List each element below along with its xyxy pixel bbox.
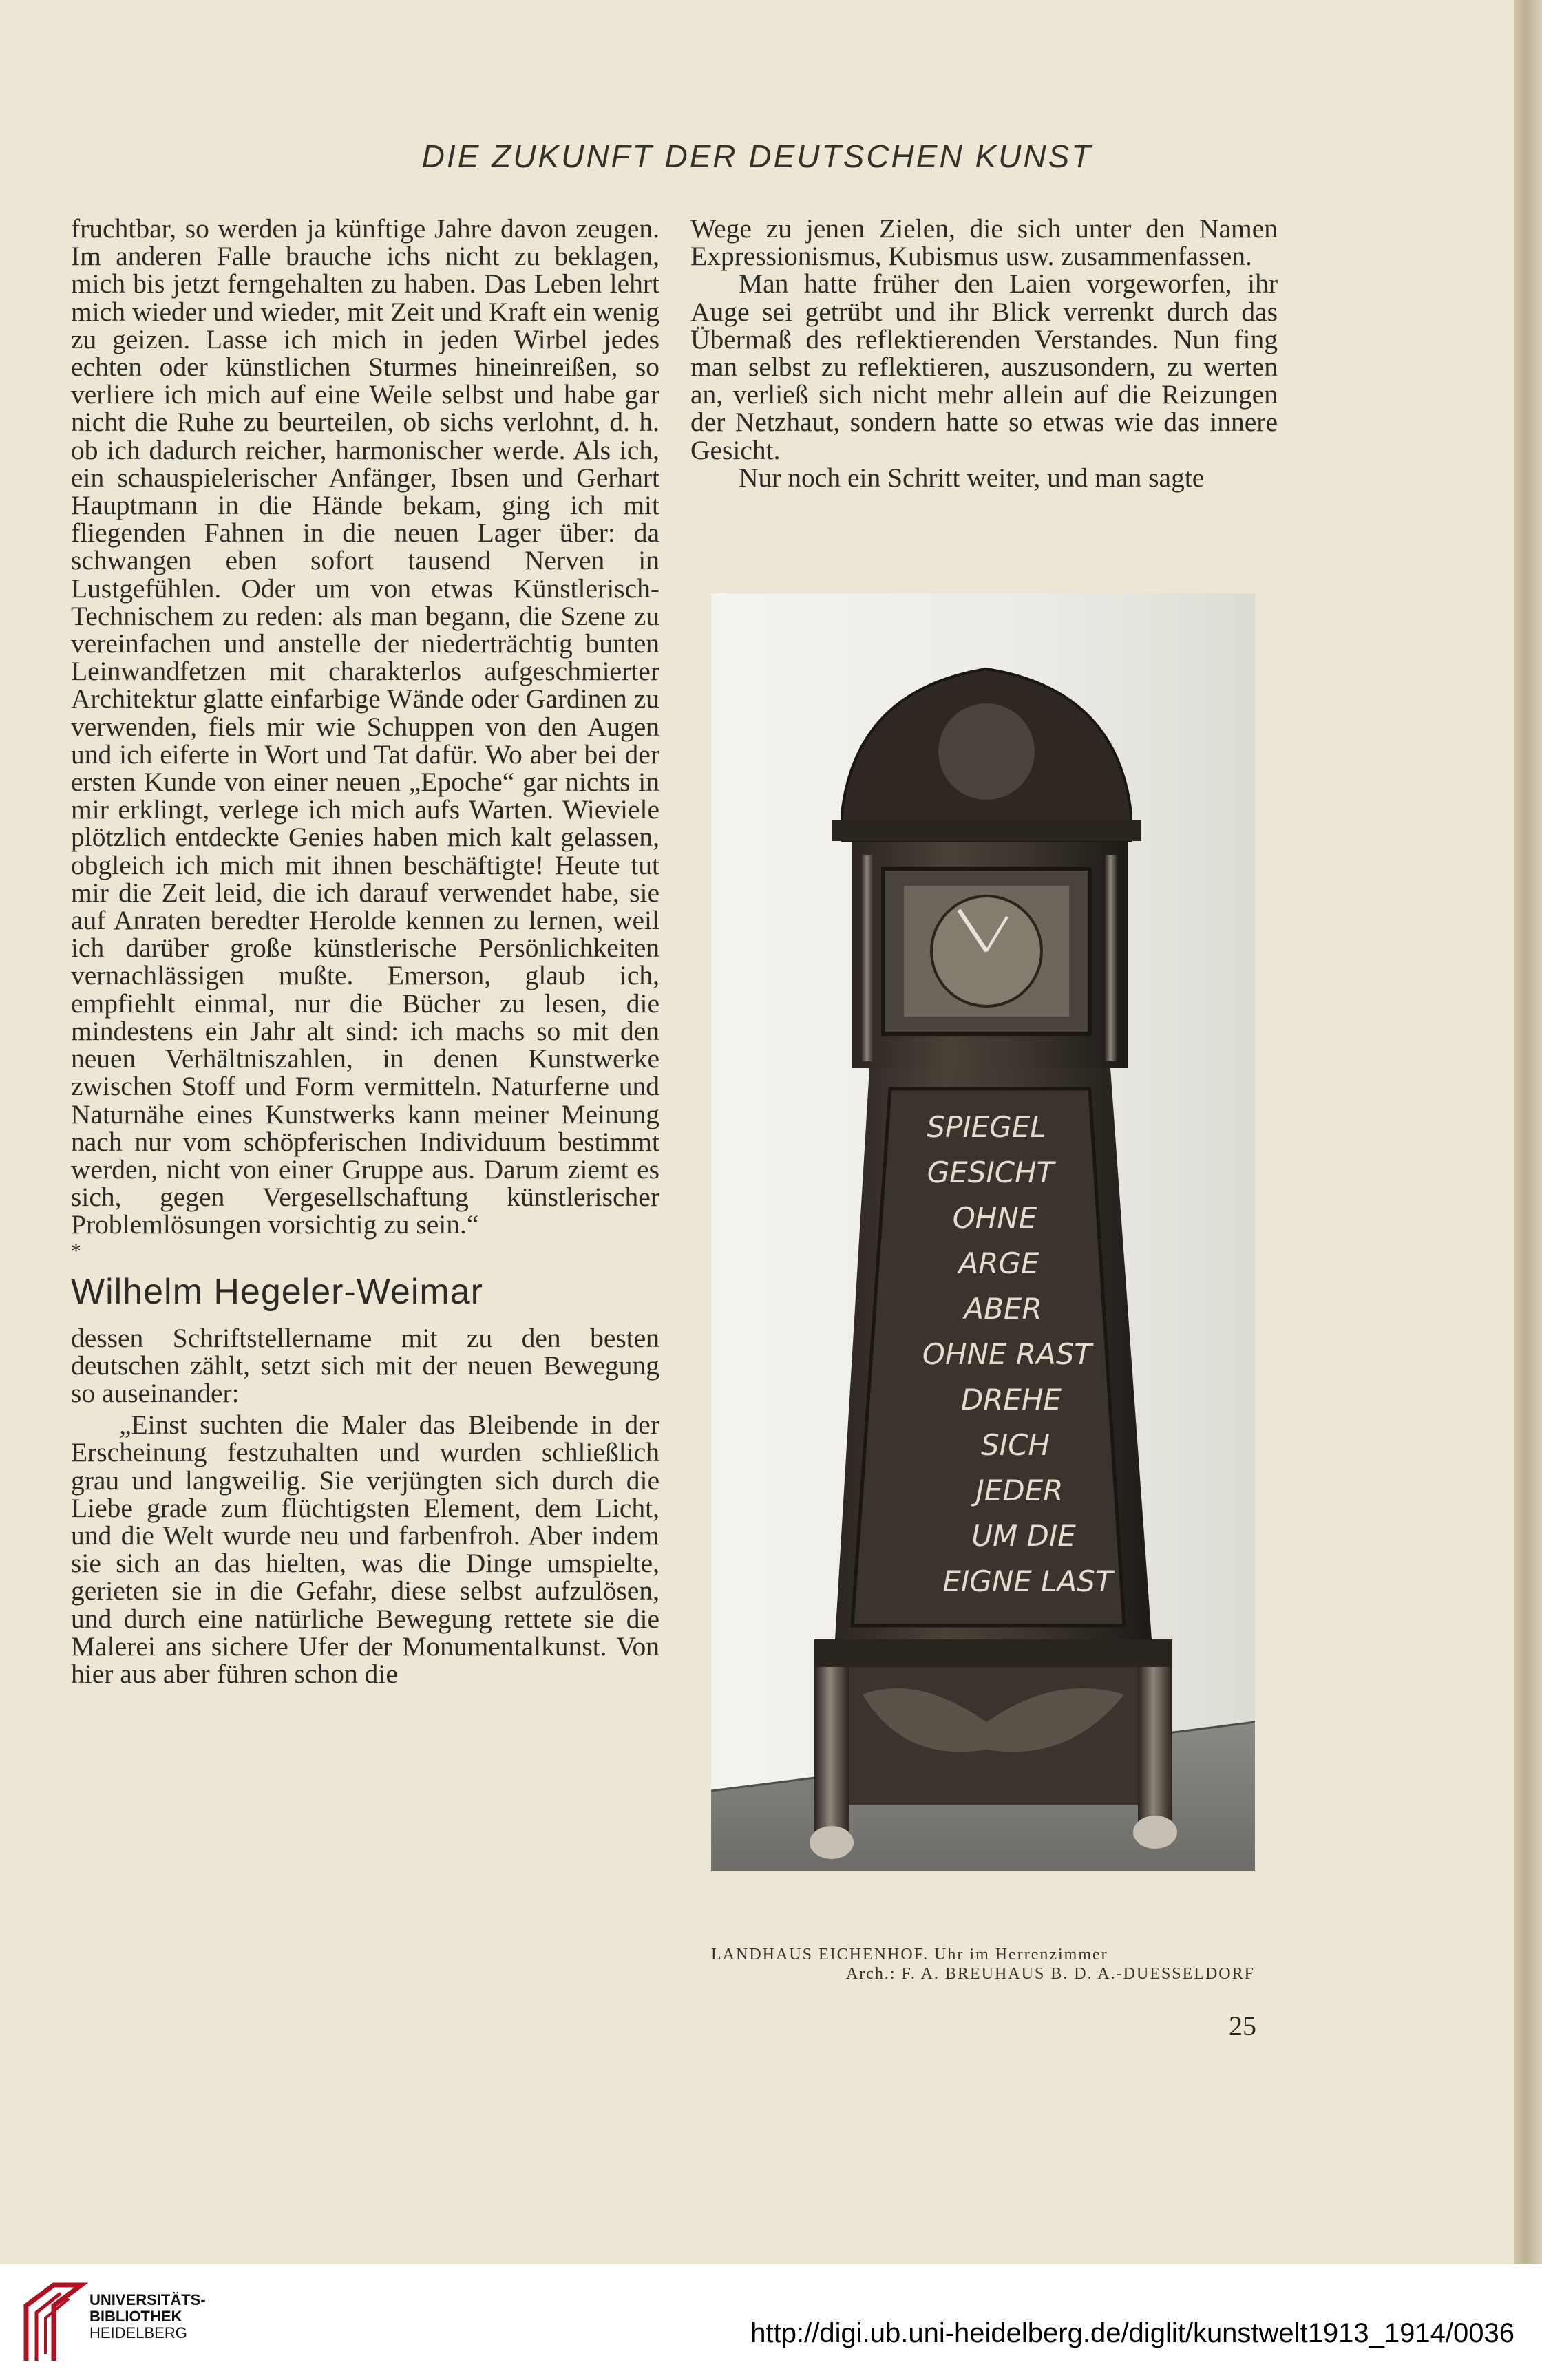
caption-line-1: LANDHAUS EICHENHOF. Uhr im Herrenzimmer: [711, 1946, 1108, 1964]
clock-photograph: [711, 593, 1255, 1871]
library-name-line-1: UNIVERSITÄTS-: [89, 2291, 206, 2308]
left-paragraph-3: „Einst suchten die Maler das Bleibende in der Erscheinung festzuhalten und wurden schließlich grau und langweilig. Sie verjüngten sich durch die Liebe grade zum flüchtigsten Element, dem Licht, und die Welt wurde neu und farbenfroh. Aber indem sie sich an das hielten, was die Dinge umspielte, gerieten sie in die Gefahr, diese selbst aufzulösen, und durch eine natürliche Bewegung rettete sie die Malerei ans sichere Ufer der Monumentalkunst. Von hier aus aber führen schon die: [71, 1410, 659, 1689]
inscription-line: DREHE: [960, 1383, 1062, 1416]
inscription-line: GESICHT: [927, 1156, 1055, 1189]
source-url-link[interactable]: http://digi.ub.uni-heidelberg.de/diglit/kunstwelt1913_1914/0036: [750, 2318, 1514, 2348]
inscription-line: OHNE RAST: [922, 1337, 1092, 1371]
left-column: [71, 215, 659, 1688]
digitization-footer: [0, 2264, 1542, 2380]
right-paragraph-3: Nur noch ein Schritt weiter, und man sagte: [739, 462, 1205, 493]
inscription-line: SICH: [981, 1428, 1050, 1462]
right-column: [690, 215, 1278, 491]
inscription-line: SPIEGEL: [927, 1110, 1046, 1144]
photo-caption: [711, 1945, 1255, 1984]
right-paragraph-2: Man hatte früher den Laien vorgeworfen, ihr Auge sei getrübt und ihr Blick verrenkt durch das Übermaß des reflektierenden Verstandes. Nun fing man selbst zu reflektieren, auszusondern, zu werten an, verließ sich nicht mehr allein auf die Reizungen der Netzhaut, sondern hatte so etwas wie das innere Gesicht.: [690, 268, 1278, 465]
section-separator: *: [71, 1239, 81, 1262]
left-paragraph-1: fruchtbar, so werden ja künftige Jahre davon zeugen. Im anderen Falle brauche ichs nicht zu beklagen, mich bis jetzt ferngehalten zu haben. Das Leben lehrt mich wieder und wieder, mit Zeit und Kraft ein wenig zu geizen. Lasse ich mich in jeden Wirbel jedes echten oder künstlichen Sturmes hineinreißen, so verliere ich mich auf eine Weile selbst und habe gar nicht die Ruhe zu beurteilen, ob sichs verlohnt, d. h. ob ich dadurch reicher, harmonischer werde. Als ich, ein schauspielerischer Anfänger, Ibsen und Gerhart Hauptmann in die Hände bekam, ging ich mit fliegenden Fahnen in die neuen Lager über: da schwangen eben sofort tausend Nerven in Lustgefühlen. Oder um von etwas Künstlerisch-Technischem zu reden: als man begann, die Szene zu vereinfachen und anstelle der niederträchtig bunten Leinwandfetzen mit charakterlos aufgeschmierter Architektur glatte einfarbige Wände oder Gardinen zu verwenden, fiels mir wie Schuppen von den Augen und ich eiferte in Wort und Tat dafür. Wo aber bei der ersten Kunde von einer neuen „Epoche“ gar nichts in mir erklingt, verlege ich mich aufs Warten. Wieviele plötzlich entdeckte Genies haben mich kalt gelassen, obgleich ich mich mit ihnen beschäftigte! Heute tut mir die Zeit leid, die ich darauf verwendet habe, sie auf Anraten beredter Herolde kennen zu lernen, weil ich darüber große künstlerische Persönlichkeiten vernachlässigen mußte. Emerson, glaub ich, empfiehlt einmal, nur die Bücher zu lesen, die mindestens ein Jahr alt sind: ich machs so mit den neuen Verhältniszahlen, in denen Kunstwerke zwischen Stoff und Form vermitteln. Naturferne und Naturnähe eines Kunstwerks kann meiner Meinung nach nur vom schöpferischen Individuum bestimmt werden, nicht von einer Gruppe aus. Darum ziemt es sich, gegen Vergesellschaftung künstlerischer Problemlösungen vorsichtig zu sein.“: [71, 213, 659, 1240]
running-head: DIE ZUKUNFT DER DEUTSCHEN KUNST: [421, 138, 1093, 174]
inscription-line: JEDER: [975, 1474, 1064, 1507]
caption-line-2: Arch.: F. A. BREUHAUS B. D. A.-DUESSELDORF: [845, 1965, 1255, 1983]
library-name-line-2: BIBLIOTHEK: [89, 2308, 182, 2325]
page-edge: [1514, 0, 1542, 2264]
library-name-line-3: HEIDELBERG: [89, 2324, 187, 2341]
author-heading: Wilhelm Hegeler-Weimar: [71, 1271, 483, 1312]
inscription-line: UM DIE: [971, 1519, 1076, 1553]
right-paragraph-1: Wege zu jenen Zielen, die sich unter den Namen Expressionismus, Kubismus usw. zusammenfassen.: [690, 213, 1278, 272]
inscription-line: ARGE: [958, 1246, 1039, 1280]
grandfather-clock-image: [711, 593, 1255, 1871]
inscription-line: ABER: [964, 1292, 1042, 1326]
left-paragraph-2: dessen Schriftstellername mit zu den besten deutschen zählt, setzt sich mit der neuen Bewegung so auseinander:: [71, 1322, 659, 1408]
library-name: [89, 2292, 206, 2341]
page-number: 25: [1229, 2010, 1256, 2041]
inscription-line: OHNE: [952, 1201, 1037, 1235]
inscription-line: EIGNE LAST: [942, 1564, 1113, 1598]
library-logo-icon: [12, 2278, 88, 2368]
